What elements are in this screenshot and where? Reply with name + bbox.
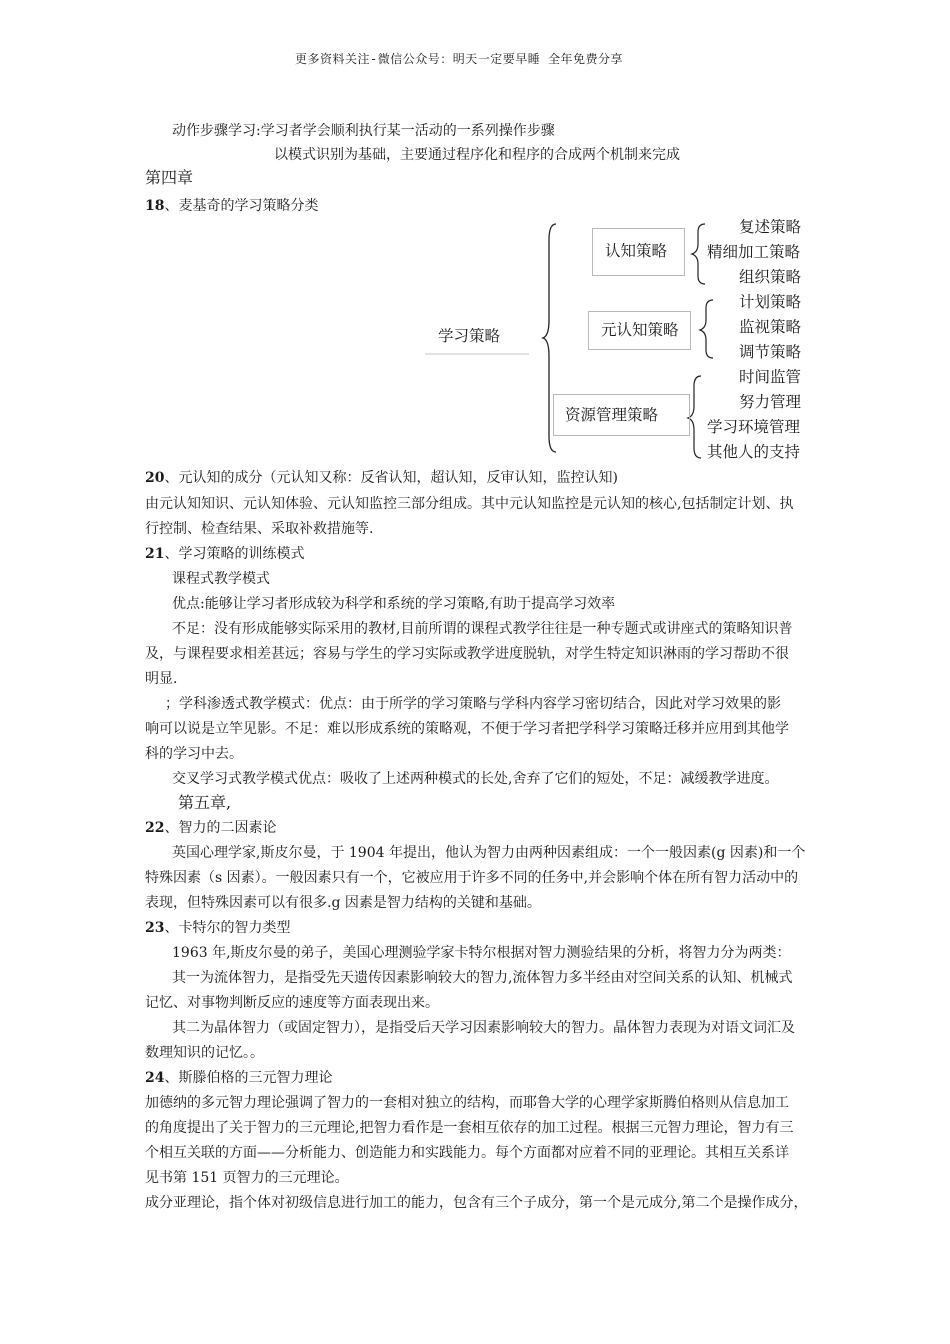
section-20-heading [145, 468, 618, 488]
strategy-item: 复述策略 [739, 218, 802, 236]
section-22-heading [145, 818, 276, 838]
intro-line-2: 以模式识别为基础，主要通过程序化和程序的合成两个机制来完成 [274, 147, 680, 163]
paragraph-line: 英国心理学家,斯皮尔曼，于 1904 年提出，他认为智力由两种因素组成：一个一般因素(g 因素)和一个 [172, 845, 806, 861]
strategy-item: 时间监管 [739, 368, 802, 386]
paragraph-line: 个相互关联的方面——分析能力、创造能力和实践能力。每个方面都对应着不同的亚理论。其相互关系详 [145, 1145, 789, 1161]
paragraph-line: 课程式教学模式 [172, 571, 270, 587]
paragraph-line: 不足：没有形成能够实际采用的教材,目前所谓的课程式教学往往是一种专题式或讲座式的策略知识普 [172, 621, 793, 637]
paragraph-line: 优点:能够让学习者形成较为科学和系统的学习策略,有助于提高学习效率 [172, 596, 616, 612]
group-label-cognitive: 认知策略 [605, 242, 668, 260]
paragraph-line: 行控制、检查结果、采取补救措施等. [145, 521, 374, 537]
paragraph-line: 的角度提出了关于智力的三元理论,把智力看作是一套相互依存的加工过程。根据三元智力理论，智力有三 [145, 1120, 794, 1136]
strategy-item: 监视策略 [739, 318, 802, 336]
section-23-heading [145, 918, 290, 938]
strategy-item: 精细加工策略 [707, 243, 801, 261]
section-23-title: 、卡特尔的智力类型 [164, 920, 291, 936]
section-18-title: 、麦基奇的学习策略分类 [164, 198, 319, 214]
paragraph-line: 数理知识的记忆。。 [145, 1045, 264, 1061]
section-24-number: 24 [145, 1070, 165, 1086]
metacognitive-brace [700, 300, 713, 358]
paragraph-line: 记忆、对事物判断反应的速度等方面表现出来。 [145, 995, 439, 1011]
section-21-number: 21 [145, 546, 165, 562]
strategy-item: 组织策略 [739, 268, 802, 286]
paragraph-line: 其一为流体智力，是指受先天遗传因素影响较大的智力,流体智力多半经由对空间关系的认知、机械式 [172, 970, 793, 986]
section-20-title: 、元认知的成分（元认知又称：反省认知，超认知，反审认知，监控认知) [164, 470, 618, 486]
paragraph-line: 见书第 151 页智力的三元理论。 [145, 1170, 349, 1186]
section-22-number: 22 [145, 820, 165, 836]
paragraph-line: 交叉学习式教学模式优点：吸收了上述两种模式的长处,舍弃了它们的短处，不足：减缓教学进度。 [172, 771, 779, 787]
group-label-metacognitive: 元认知策略 [601, 321, 679, 339]
diagram-root-label: 学习策略 [438, 327, 501, 345]
chapter-5-heading: 第五章, [178, 793, 232, 812]
paragraph-line: 及，与课程要求相差甚远；容易与学生的学习实际或教学进度脱轨，对学生特定知识淋雨的学习帮助不很 [145, 646, 789, 662]
paragraph-line: 科的学习中去。 [145, 746, 243, 762]
section-21-title: 、学习策略的训练模式 [164, 546, 305, 562]
section-24-title: 、斯滕伯格的三元智力理论 [164, 1070, 333, 1086]
paragraph-line: ；学科渗透式教学模式：优点：由于所学的学习策略与学科内容学习密切结合，因此对学习效果的影 [165, 696, 781, 712]
paragraph-line: 由元认知知识、元认知体验、元认知监控三部分组成。其中元认知监控是元认知的核心,包括制定计划、执 [145, 496, 794, 512]
paragraph-line: 1963 年,斯皮尔曼的弟子，美国心理测验学家卡特尔根据对智力测验结果的分析，将智力分为两类： [172, 945, 791, 961]
paragraph-line: 响可以说是立竿见影。不足：难以形成系统的策略观，不便于学习者把学科学习策略迁移并应用到其他学 [145, 721, 789, 737]
section-22-title: 、智力的二因素论 [164, 820, 277, 836]
paragraph-line: 加德纳的多元智力理论强调了智力的一套相对独立的结构，而耶鲁大学的心理学家斯腾伯格则从信息加工 [145, 1095, 789, 1111]
paragraph-line: 明显. [145, 671, 178, 687]
paragraph-line: 其二为晶体智力（或固定智力），是指受后天学习因素影响较大的智力。晶体智力表现为对语文词汇及 [172, 1020, 795, 1036]
page-header: 更多资料关注-微信公众号：明天一定要早睡 全年免费分享 [295, 52, 623, 66]
strategy-item: 计划策略 [739, 293, 802, 311]
paragraph-line: 成分亚理论，指个体对初级信息进行加工的能力，包含有三个子成分，第一个是元成分,第二个是操作成分， [145, 1195, 808, 1211]
section-18-number: 18 [145, 198, 165, 214]
section-20-number: 20 [145, 470, 165, 486]
chapter-4-heading: 第四章 [145, 168, 194, 187]
strategy-item: 学习环境管理 [707, 418, 801, 436]
intro-line-1: 动作步骤学习:学习者学会顺利执行某一活动的一系列操作步骤 [172, 123, 555, 139]
section-23-number: 23 [145, 920, 165, 936]
strategy-item: 调节策略 [739, 343, 802, 361]
section-24-heading [145, 1068, 332, 1088]
section-21-heading [145, 544, 304, 564]
strategy-item: 努力管理 [739, 393, 802, 411]
paragraph-line: 特殊因素（s 因素）。一般因素只有一个，它被应用于许多不同的任务中,并会影响个体在所有智力活动中的 [145, 870, 799, 886]
strategy-item: 其他人的支持 [707, 443, 801, 461]
paragraph-line: 表现，但特殊因素可以有很多.g 因素是智力结构的关键和基础。 [145, 895, 541, 911]
group-label-resource: 资源管理策略 [565, 406, 659, 424]
cognitive-brace [692, 224, 705, 284]
